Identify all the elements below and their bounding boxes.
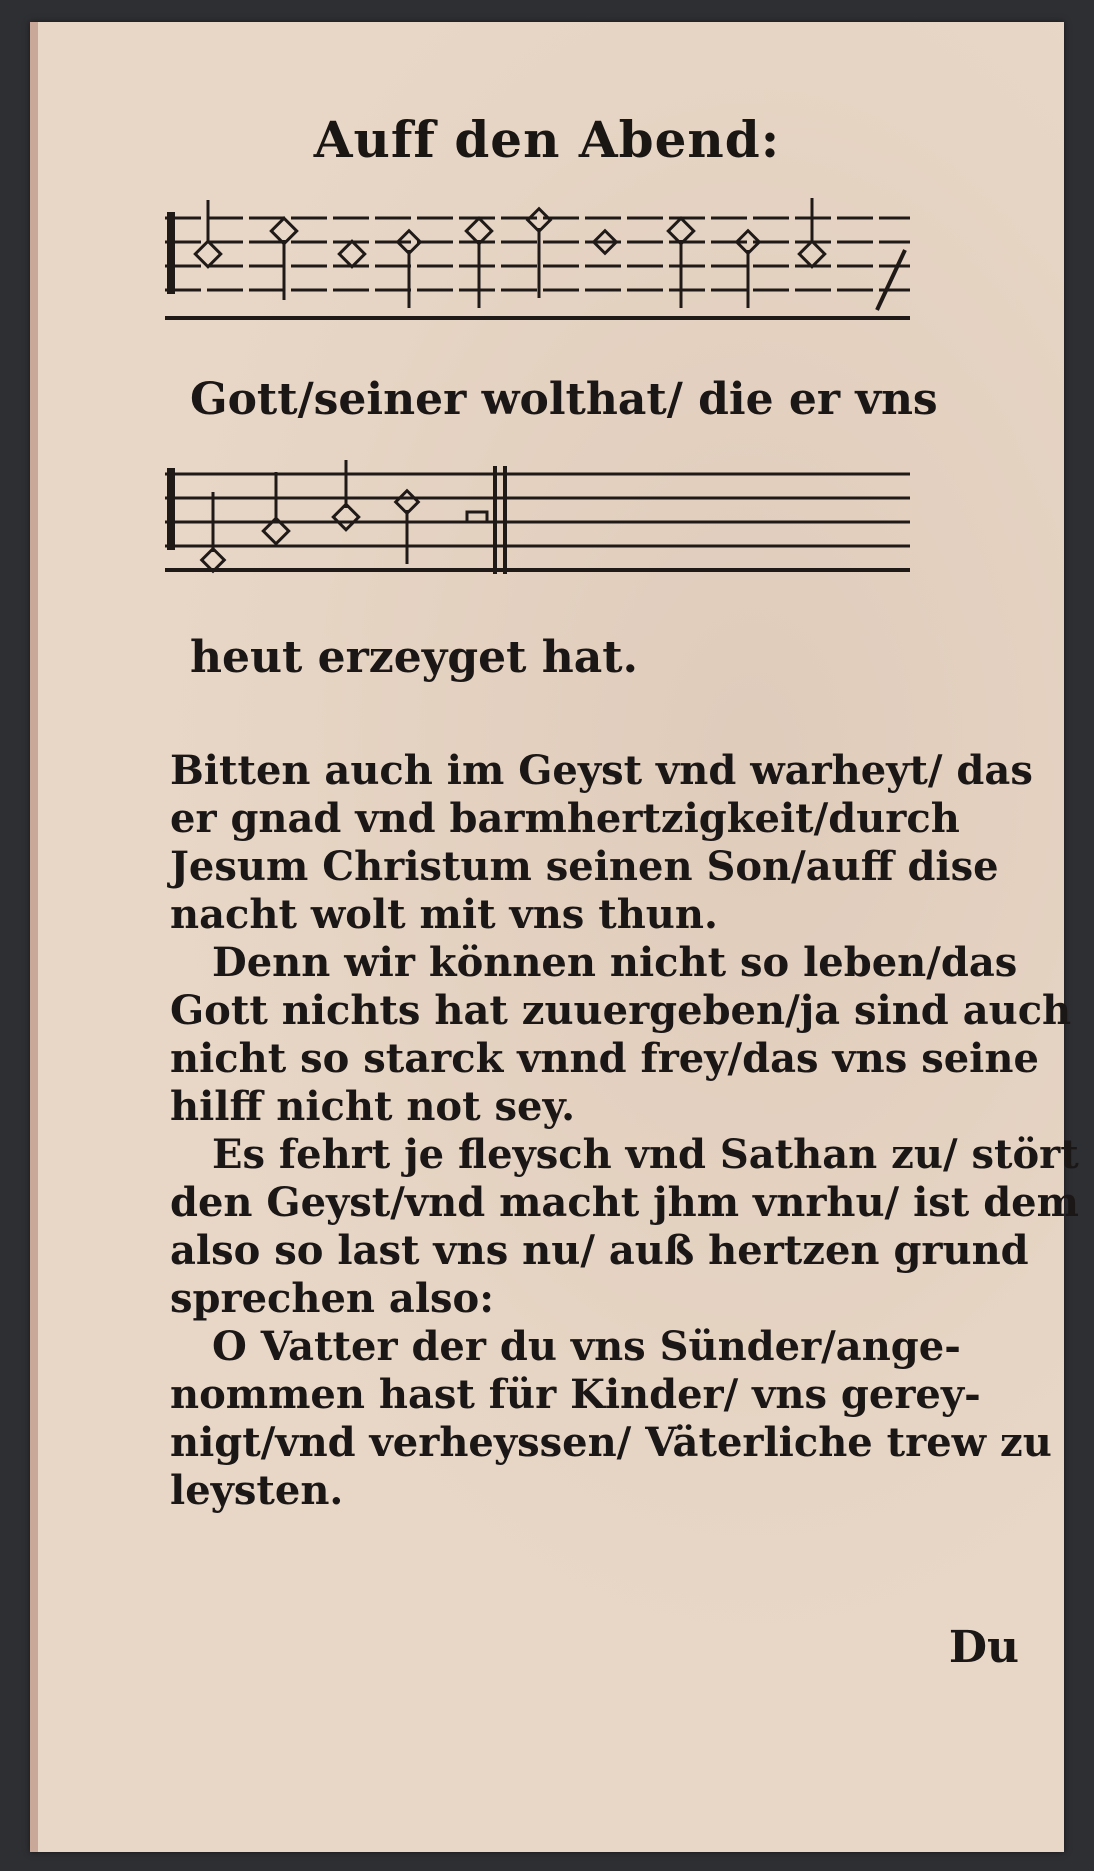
catchword: Du	[948, 1622, 1019, 1673]
stanza-1: Bitten auch im Geyst vnd warheyt/ das er gnad vnd barmhertzigkeit/durch Jesum Christum seinen Son/auff dise nacht wolt mit vns thun.	[170, 747, 1033, 938]
page-title: Auff den Abend:	[313, 110, 781, 169]
hymn-text	[170, 747, 1090, 1515]
book-page	[30, 22, 1079, 1852]
page-edge	[30, 22, 38, 1852]
music-staff-1	[165, 190, 1085, 340]
stanza-3: Es fehrt je fleysch vnd Sathan zu/ stört den Geyst/vnd macht jhm vnrhu/ ist dem also so last vns nu/ auß hertzen grund sprechen also:	[170, 1131, 1079, 1322]
music-staff-2	[165, 452, 1085, 592]
stanza-4: O Vatter der du vns Sünder/ange-nommen hast für Kinder/ vns gerey-nigt/vnd verheyssen/ Väterliche trew zu leysten.	[170, 1323, 1052, 1514]
lyric-line-1: Gott/seiner wolthat/ die er vns	[190, 374, 938, 425]
lyric-line-2: heut erzeyget hat.	[190, 632, 638, 683]
stanza-2: Denn wir können nicht so leben/das Gott nichts hat zuuergeben/ja sind auch nicht so starck vnnd frey/das vns seine hilff nicht not sey.	[170, 939, 1072, 1130]
